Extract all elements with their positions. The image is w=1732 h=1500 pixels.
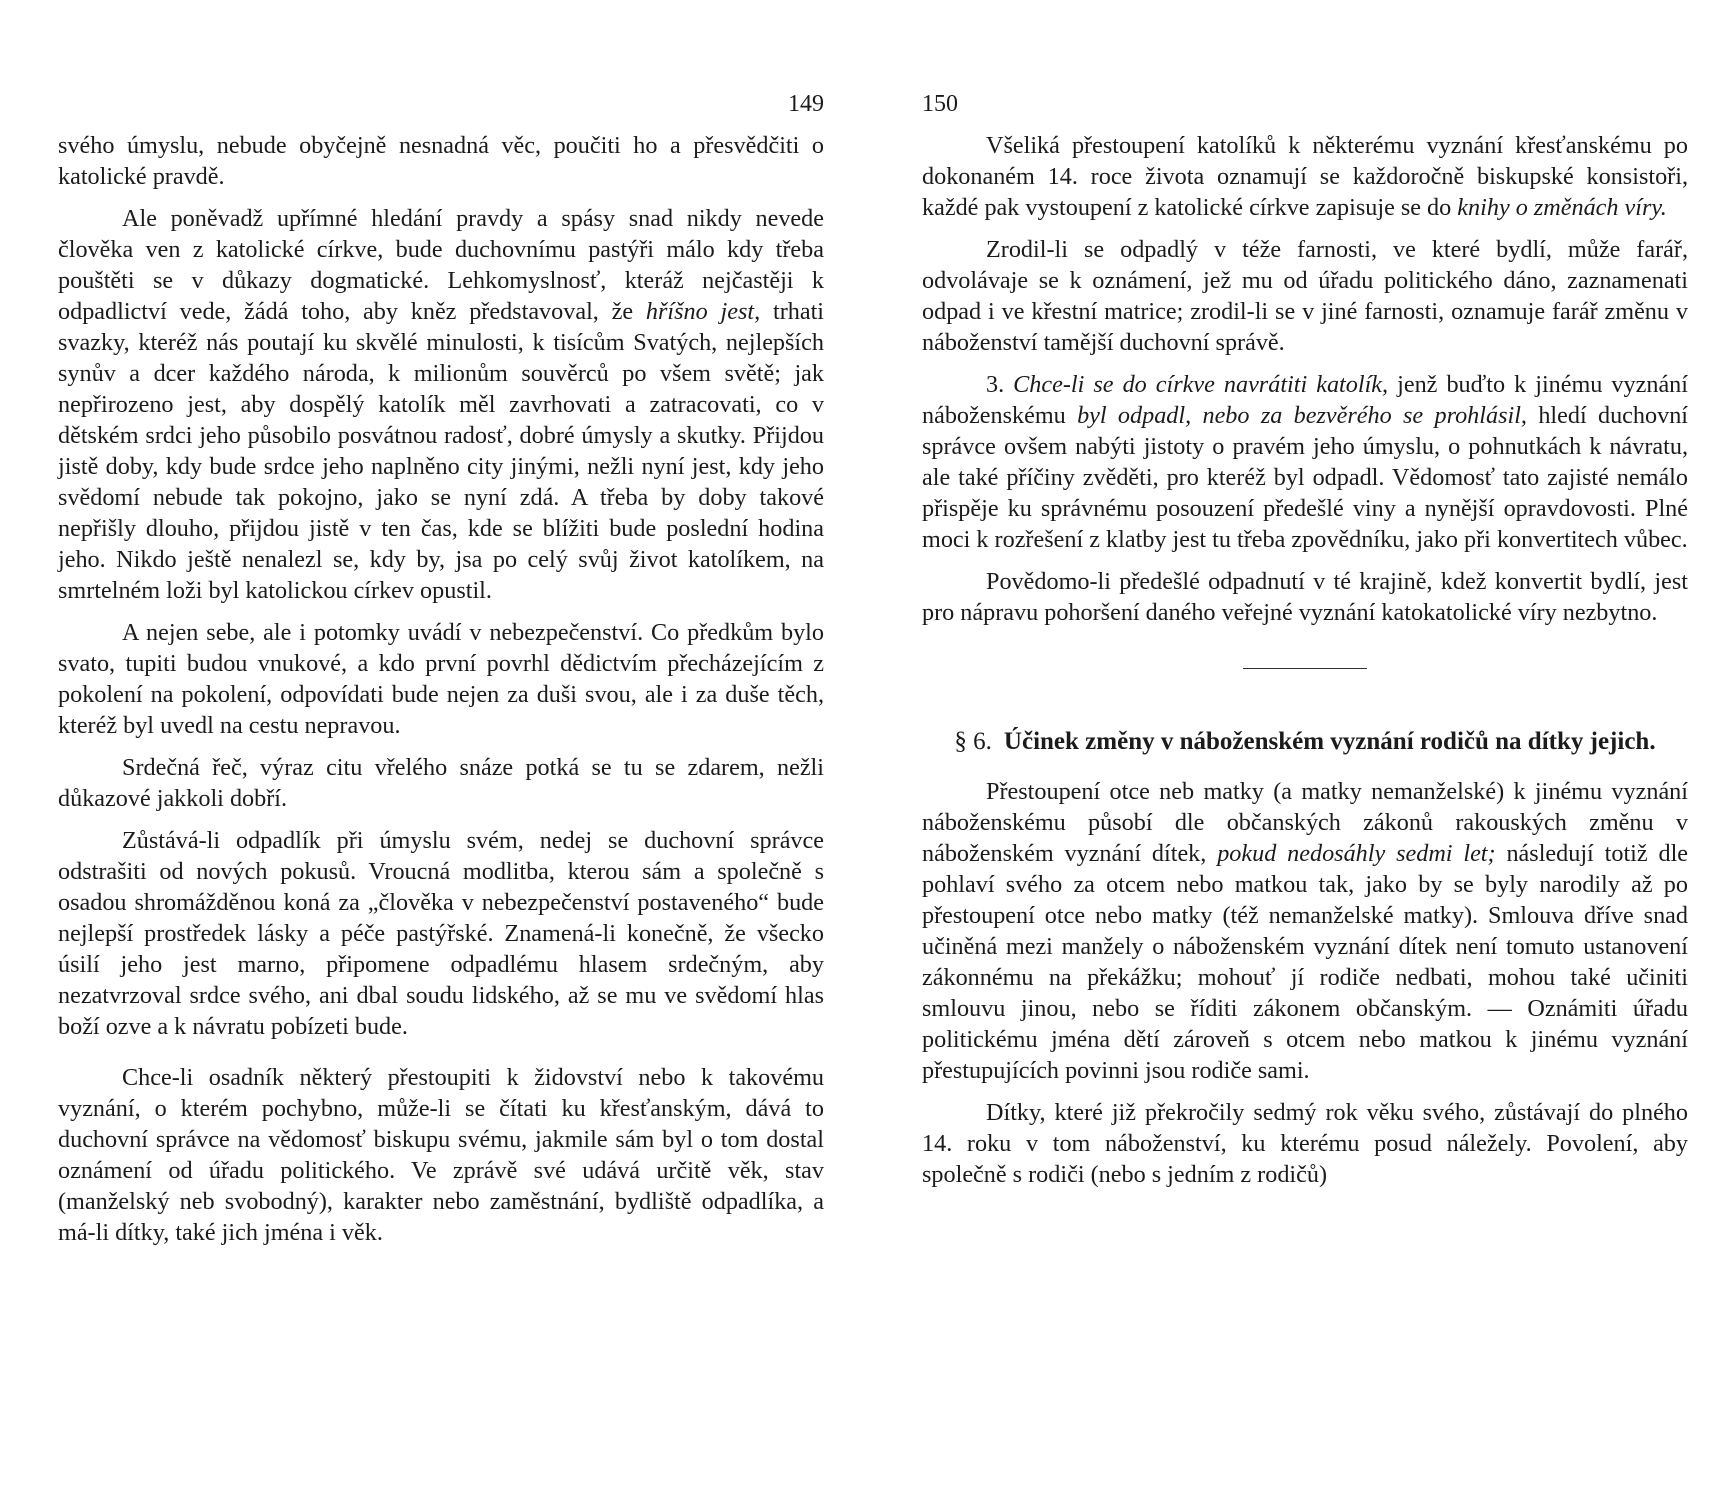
left-paragraph-2 xyxy=(58,203,824,606)
page-number-right: 150 xyxy=(922,91,958,117)
left-p2-text-a: Ale poněvadž upřímné hledání pravdy a spásy snad nikdy nevede člověka ven z katolické církve, bude duchovnímu pastýři málo kdy třeba pouštěti se v důkazy dogmatické. Lehkomyslnosť, kteráž nejčastěji k odpadlictví vede, žádá toho, aby kněz představoval, že xyxy=(58,205,824,325)
section-title: Účinek změny v náboženském vyznání rodičů na dítky jejich. xyxy=(1003,728,1656,755)
right-paragraph-4: Povědomo-li předešlé odpadnutí v té krajině, kdež konvertit bydlí, jest pro nápravu pohoršení daného veřejné vyznání katokatolické víry nezbytno. xyxy=(922,568,1688,626)
right-p5-italic: pokud nedosáhly sedmi let; xyxy=(1217,840,1496,867)
right-p3-italic-b: byl odpadl, nebo za bezvěrého se prohlásil, xyxy=(1077,402,1527,429)
right-p1-text: Všeliká přestoupení katolíků k některému vyznání křesťanskému po dokonaném 14. roce života oznamují se každoročně biskupské konsistoři, každé pak vystoupení z katolické církve zapisuje se do xyxy=(922,132,1688,221)
section-number: § 6. xyxy=(954,728,992,755)
section-divider xyxy=(1243,668,1367,669)
section-heading xyxy=(922,725,1688,758)
right-paragraph-2: Zrodil-li se odpadlý v téže farnosti, ve které bydlí, může farář, odvolávaje se k oznámení, jež mu od úřadu politického dáno, zaznamenati odpad i ve křestní matrice; zrodil-li se v jiné farnosti, oznamuje farář změnu v náboženství tamější duchovní správě. xyxy=(922,236,1688,356)
left-p2-italic: hříšno jest, xyxy=(645,298,761,325)
left-paragraph-5: Zůstává-li odpadlík při úmyslu svém, nedej se duchovní správce odstrašiti od nových pokusů. Vroucná modlitba, kterou sám a společně s osadou shromážděnou koná za „člověka v nebezpečenství postaveného“ bude nejlepší prostředek lásky a péče pastýřské. Znamená-li konečně, že všecko úsilí jeho jest marno, připomene odpadlému hlasem srdečným, aby nezatvrzoval srdce svého, ani dbal soudu lidského, až se mu ve svědomí hlas boží ozve a k návratu pobízeti bude. xyxy=(58,827,824,1040)
right-p3-number: 3. xyxy=(986,371,1005,398)
right-p3-text-a: jenž buďto k jinému vyznání náboženskému xyxy=(922,371,1688,429)
left-paragraph-4: Srdečná řeč, výraz citu vřelého snáze potká se tu se zdarem, nežli důkazové jakkoli dobří. xyxy=(58,754,824,812)
left-paragraph-3: A nejen sebe, ale i potomky uvádí v nebezpečenství. Co předkům bylo svato, tupiti budou vnukové, a kdo první povrhl dědictvím přecházejícím z pokolení na pokolení, odpovídati bude nejen za duši svou, ale i za duše těch, kteréž byl uvedl na cestu nepravou. xyxy=(58,619,824,739)
right-p3-text-b: hledí duchovní správce ovšem nabýti jistoty o pravém jeho úmyslu, o pohnutkách k návratu, ale také příčiny zvěděti, pro kteréž byl odpadl. Vědomosť tato zajisté nemálo přispěje ku správnému posouzení předešlé viny a nynější opravdovosti. Plné moci k rozřešení z klatby jest tu třeba zpovědníku, jako při konvertitech vůbec. xyxy=(922,402,1689,553)
left-page xyxy=(58,86,824,1259)
right-p5-text-a: Přestoupení otce neb matky (a matky nemanželské) k jinému vyznání náboženskému působí dle občanských zákonů rakouských změnu v náboženském vyznání dítek, xyxy=(922,778,1688,867)
right-paragraph-5 xyxy=(922,776,1688,1086)
right-p5-text-b: následují totiž dle pohlaví svého za otcem nebo matkou tak, jako by se byly narodily až po přestoupení otce nebo matky (též nemanželské matky). Smlouva dříve snad učiněná mezi manžely o náboženském vyznání dítek není tomuto ustanovení zákonnému na překážku; mohouť jí rodiče nedbati, mohou také učiniti smlouvu jinou, nebo se říditi zákonem občanským. — Oznámiti úřadu politickému jména dětí zároveň s otcem nebo matkou k jinému vyznání přestupujících povinni jsou rodiče sami. xyxy=(922,840,1689,1084)
right-paragraph-1 xyxy=(922,130,1688,223)
left-p2-text-b: trhati svazky, kteréž nás poutají ku skvělé minulosti, k tisícům Svatých, nejlepších synův a dcer každého národa, k milionům souvěrců po všem světě; jak nepřirozeno jest, aby dospělý katolík měl zavrhovati a zatracovati, co v dětském srdci jeho působilo posvátnou radosť, dobré úmysly a skutky. Přijdou jistě doby, kdy bude srdce jeho naplněno city jinými, nežli nyní jest, kdy jeho svědomí nebude tak pokojno, jako se nyní zdá. A třeba by doby takové nepřišly dlouho, přijdou jistě v ten čas, kde se blížiti bude poslední hodina jeho. Nikdo ještě nenalezl se, kdy by, jsa po celý svůj život katolíkem, na smrtelném loži byl katolickou církev opustil. xyxy=(58,298,825,604)
right-p3-italic-a: Chce-li se do církve navrátiti katolík, xyxy=(1013,371,1389,398)
left-paragraph-6: Chce-li osadník některý přestoupiti k židovství nebo k takovému vyznání, o kterém pochybno, může-li se čítati ku křesťanským, dává to duchovní správce na vědomosť biskupu svému, jakmile sám byl o tom dostal oznámení od úřadu politického. Ve zprávě své udává určitě věk, stav (manželský neb svobodný), karakter nebo zaměstnání, bydliště odpadlíka, a má-li dítky, také jich jména i věk. xyxy=(58,1064,824,1246)
left-paragraph-1: svého úmyslu, nebude obyčejně nesnadná věc, poučiti ho a přesvědčiti o katolické pravdě. xyxy=(58,132,824,190)
page-number-left: 149 xyxy=(788,91,824,117)
right-page xyxy=(922,86,1688,1201)
right-p1-italic: knihy o změnách víry. xyxy=(1457,194,1667,221)
right-paragraph-6: Dítky, které již překročily sedmý rok věku svého, zůstávají do plného 14. roku v tom náboženství, ku kterému posud náležely. Povolení, aby společně s rodiči (nebo s jedním z rodičů) xyxy=(922,1099,1688,1188)
right-paragraph-3 xyxy=(922,369,1688,555)
